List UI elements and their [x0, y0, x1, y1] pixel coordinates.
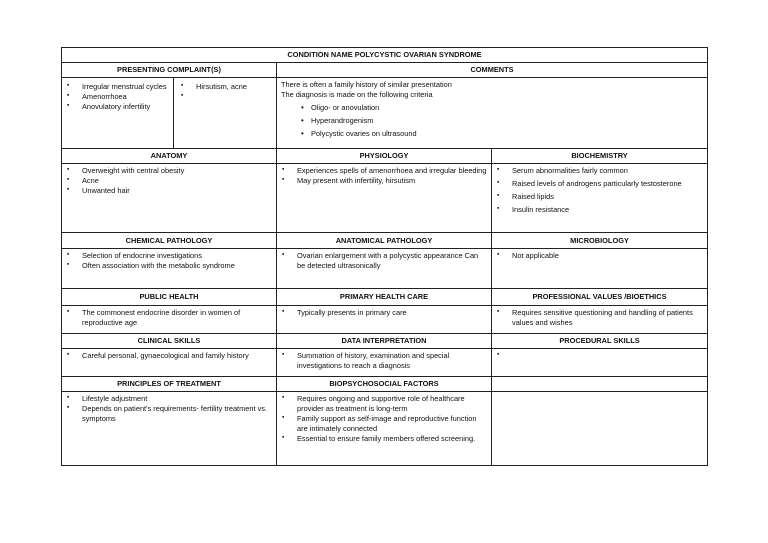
presenting-right-column	[174, 78, 273, 148]
anatomy-item: ▪ Unwanted hair	[66, 186, 272, 196]
comments-cell	[277, 78, 708, 149]
biochemistry-item: ▪ Serum abnormalities fairly common	[496, 166, 703, 176]
comments-text: There is often a family history of similar presentation	[281, 80, 452, 89]
physiology-item: ▪ Experiences spells of amenorrhoea and irregular bleeding	[281, 166, 487, 176]
treatment-item: ▪ Depends on patient's requirements- fertility treatment vs. symptoms	[66, 404, 272, 424]
biochemistry-item: ▪ Raised lipids	[496, 192, 703, 202]
biochemistry-item: ▪ Raised levels of androgens particularly testosterone	[496, 179, 703, 189]
physiology-cell	[277, 164, 492, 233]
empty-cell	[492, 392, 708, 466]
biochemistry-cell	[492, 164, 708, 233]
biopsychosocial-item: ▪ Family support as self-image and reproductive function are intimately connected	[281, 414, 487, 434]
presenting-complaint-cell	[62, 78, 277, 149]
primary-health-care-item: ▪ Typically presents in primary care	[281, 308, 487, 318]
clinical-skills-item: ▪ Careful personal, gynaecological and family history	[66, 351, 272, 361]
data-interpretation-heading: DATA INTERPRETATION	[277, 334, 492, 349]
physiology-item: ▪ May present with infertility, hirsutism	[281, 176, 487, 186]
criteria-item: • Oligo- or anovulation	[281, 103, 703, 113]
anatomical-pathology-heading: ANATOMICAL PATHOLOGY	[277, 233, 492, 249]
criteria-item: • Hyperandrogenism	[281, 116, 703, 126]
biopsychosocial-item: ▪ Requires ongoing and supportive role of healthcare provider as treatment is long-term	[281, 394, 487, 414]
biopsychosocial-cell	[277, 392, 492, 466]
treatment-item: ▪ Lifestyle adjustment	[66, 394, 272, 404]
clinical-skills-cell	[62, 349, 277, 377]
public-health-item: ▪ The commonest endocrine disorder in women of reproductive age	[66, 308, 272, 328]
principles-of-treatment-heading: PRINCIPLES OF TREATMENT	[62, 377, 277, 392]
presenting-item: ▪ Hirsutism, acne	[180, 82, 272, 92]
biopsychosocial-heading: BIOPSYCHOSOCIAL FACTORS	[277, 377, 492, 392]
presenting-complaint-heading: PRESENTING COMPLAINT(S)	[62, 63, 277, 78]
chemical-pathology-cell	[62, 249, 277, 289]
presenting-item: ▪ Anovulatory infertility	[66, 102, 169, 112]
microbiology-heading: MICROBIOLOGY	[492, 233, 708, 249]
data-interpretation-item: ▪ Summation of history, examination and special investigations to reach a diagnosis	[281, 351, 487, 371]
comments-text: The diagnosis is made on the following criteria	[281, 89, 433, 99]
biochemistry-item: ▪ Insulin resistance	[496, 205, 703, 215]
anatomy-heading: ANATOMY	[62, 149, 277, 164]
anatomical-pathology-cell	[277, 249, 492, 289]
presenting-complaint-split	[66, 78, 272, 148]
clinical-skills-heading: CLINICAL SKILLS	[62, 334, 277, 349]
chemical-pathology-item: ▪ Selection of endocrine investigations	[66, 251, 272, 261]
professional-values-item: ▪ Requires sensitive questioning and handling of patients values and wishes	[496, 308, 703, 328]
procedural-skills-heading: PROCEDURAL SKILLS	[492, 334, 708, 349]
chemical-pathology-item: ▪ Often association with the metabolic syndrome	[66, 261, 272, 271]
presenting-item: ▪ Amenorrhoea	[66, 92, 169, 102]
data-interpretation-cell	[277, 349, 492, 377]
biopsychosocial-item: ▪ Essential to ensure family members offered screening.	[281, 434, 487, 444]
anatomy-cell	[62, 164, 277, 233]
public-health-cell	[62, 306, 277, 334]
professional-values-heading: PROFESSIONAL VALUES /BIOETHICS	[492, 289, 708, 306]
primary-health-care-cell	[277, 306, 492, 334]
empty-heading	[492, 377, 708, 392]
microbiology-item: ▪ Not applicable	[496, 251, 703, 261]
condition-title: CONDITION NAME POLYCYSTIC OVARIAN SYNDROME	[62, 48, 708, 63]
criteria-item: • Polycystic ovaries on ultrasound	[281, 129, 703, 139]
chemical-pathology-heading: CHEMICAL PATHOLOGY	[62, 233, 277, 249]
public-health-heading: PUBLIC HEALTH	[62, 289, 277, 306]
anatomy-item: ▪ Acne	[66, 176, 272, 186]
microbiology-cell	[492, 249, 708, 289]
condition-template-table	[61, 47, 708, 466]
presenting-left-column	[66, 78, 174, 148]
principles-of-treatment-cell	[62, 392, 277, 466]
presenting-item: ▪ Irregular menstrual cycles	[66, 82, 169, 92]
anatomy-item: ▪ Overweight with central obesity	[66, 166, 272, 176]
physiology-heading: PHYSIOLOGY	[277, 149, 492, 164]
primary-health-care-heading: PRIMARY HEALTH CARE	[277, 289, 492, 306]
procedural-skills-cell	[492, 349, 708, 377]
comments-heading: COMMENTS	[277, 63, 708, 78]
anatomical-pathology-item: ▪ Ovarian enlargement with a polycystic appearance Can be detected ultrasonically	[281, 251, 487, 271]
professional-values-cell	[492, 306, 708, 334]
biochemistry-heading: BIOCHEMISTRY	[492, 149, 708, 164]
